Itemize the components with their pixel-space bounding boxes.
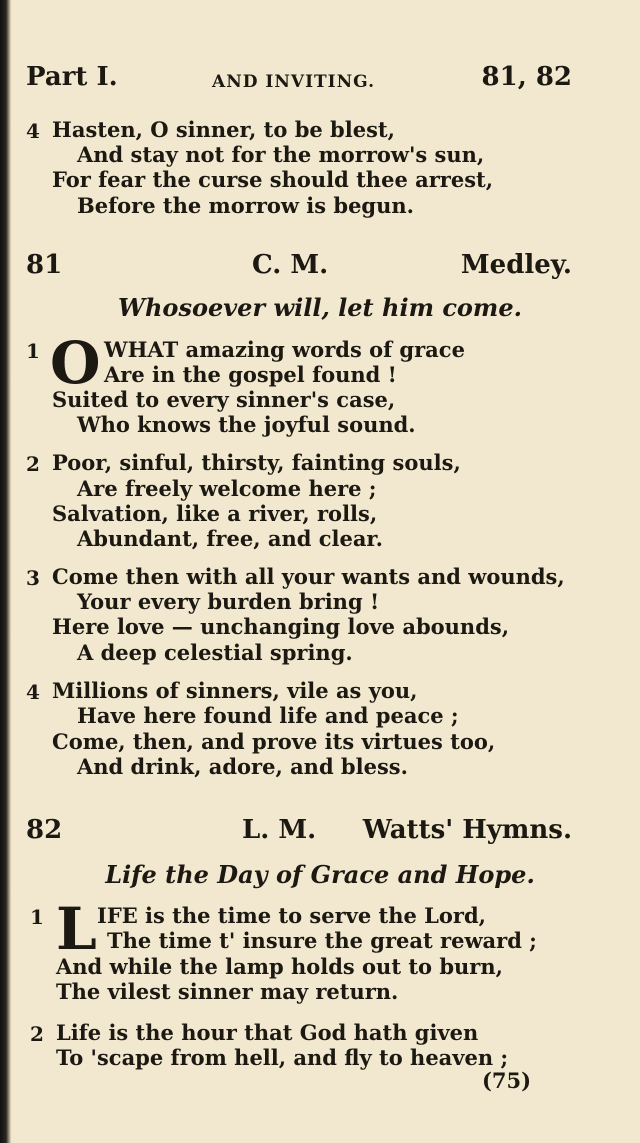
verse-line: Come, then, and prove its virtues too,: [52, 729, 496, 754]
verse-number: 4: [26, 680, 40, 704]
verse-line: The time t' insure the great reward ;: [107, 928, 537, 953]
verse-line: Who knows the joyful sound.: [77, 412, 416, 437]
hymn-81-heading: [26, 250, 572, 284]
verse-line: Abundant, free, and clear.: [77, 526, 383, 551]
hymn-meter: C. M.: [252, 250, 329, 280]
verse-line: Have here found life and peace ;: [77, 703, 459, 728]
hymn-number: 82: [26, 815, 63, 845]
verse-line: Suited to every sinner's case,: [52, 387, 396, 412]
verse-line: And while the lamp holds out to burn,: [56, 954, 503, 979]
hymn-tune: Medley.: [460, 250, 572, 280]
verse-line: Millions of sinners, vile as you,: [52, 678, 418, 703]
verse-line: Life is the hour that God hath given: [56, 1020, 479, 1045]
verse-line: Here love — unchanging love abounds,: [52, 614, 510, 639]
verse-number: 2: [30, 1022, 44, 1046]
verse-line: Are freely welcome here ;: [77, 476, 377, 501]
verse-number: 1: [30, 905, 44, 929]
verse-line: For fear the curse should thee arrest,: [52, 167, 494, 192]
verse-number: 4: [26, 119, 40, 143]
verse-line: WHAT amazing words of grace: [104, 337, 465, 362]
verse-number: 1: [26, 339, 40, 363]
drop-cap: L: [56, 895, 97, 963]
verse-line: Your every burden bring !: [77, 589, 380, 614]
verse-line: The vilest sinner may return.: [56, 979, 399, 1004]
verse-line: Before the morrow is begun.: [77, 193, 414, 218]
hymn-81-title: Whosoever will, let him come.: [118, 293, 522, 322]
verse-line: A deep celestial spring.: [77, 640, 353, 665]
hymn-82-title: Life the Day of Grace and Hope.: [105, 860, 535, 889]
verse-number: 2: [26, 452, 40, 476]
hymn-tune: Watts' Hymns.: [362, 815, 572, 845]
verse-number: 3: [26, 566, 40, 590]
hymn-numbers: 81, 82: [481, 62, 572, 92]
hymn-meter: L. M.: [242, 815, 317, 845]
hymn-number: 81: [26, 250, 63, 280]
verse-line: And drink, adore, and bless.: [77, 754, 408, 779]
verse-line: Poor, sinful, thirsty, fainting souls,: [52, 450, 461, 475]
running-header: [26, 62, 572, 102]
verse-line: And stay not for the morrow's sun,: [77, 142, 485, 167]
verse-line: Hasten, O sinner, to be blest,: [52, 117, 395, 142]
verse-line: To 'scape from hell, and fly to heaven ;: [56, 1045, 509, 1070]
page-spine-shadow: [0, 0, 11, 1143]
verse-line: Come then with all your wants and wounds,: [52, 564, 565, 589]
part-label: Part I.: [26, 62, 118, 92]
section-label: AND INVITING.: [212, 72, 375, 92]
page-number: (75): [482, 1068, 532, 1093]
hymn-82-heading: [26, 815, 572, 849]
drop-cap: O: [50, 329, 101, 397]
verse-line: Are in the gospel found !: [104, 362, 397, 387]
verse-line: IFE is the time to serve the Lord,: [97, 903, 486, 928]
verse-line: Salvation, like a river, rolls,: [52, 501, 378, 526]
